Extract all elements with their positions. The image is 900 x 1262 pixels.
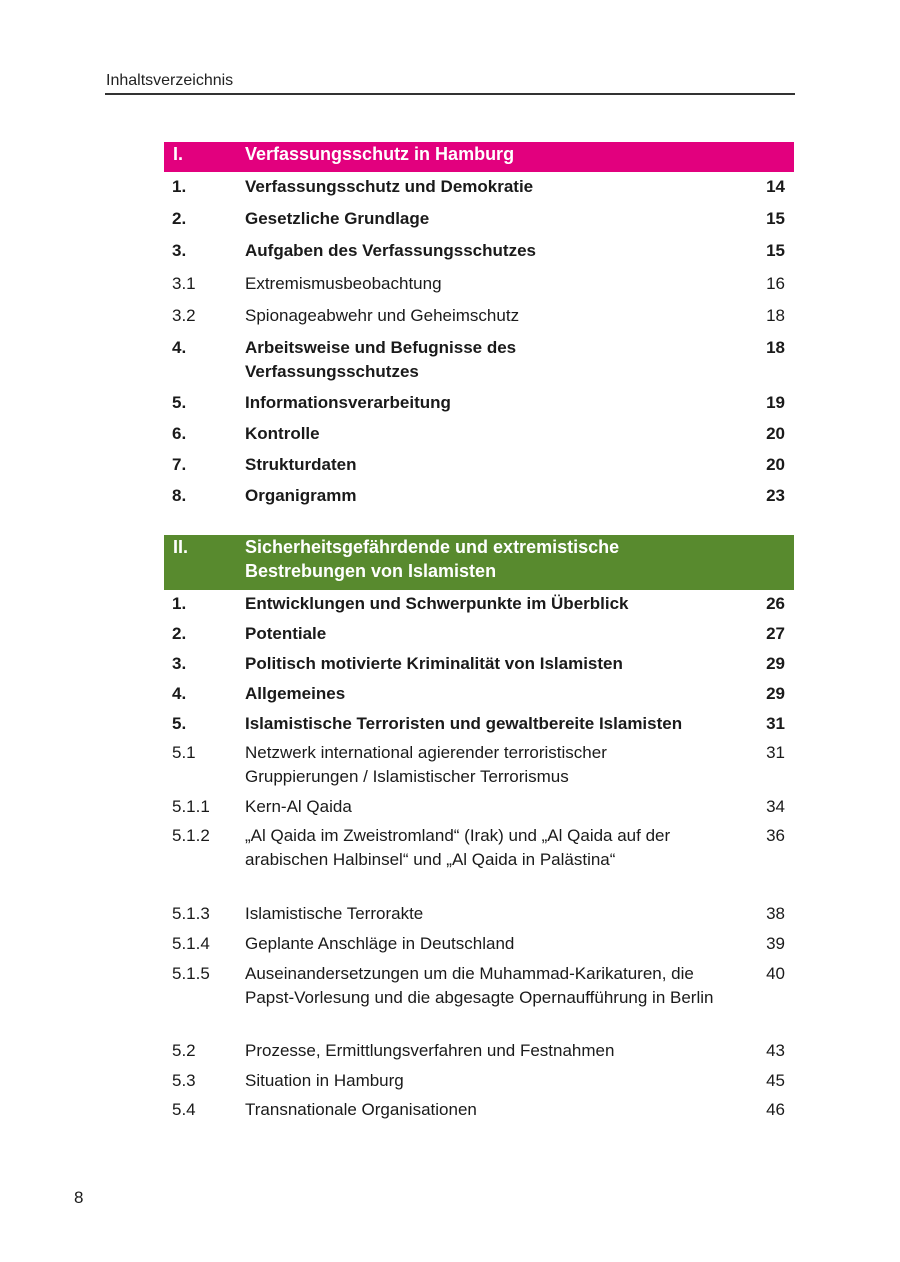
entry-page: 29 xyxy=(766,684,785,703)
entry-number: 5.1.2 xyxy=(172,826,210,845)
entry-title: Entwicklungen und Schwerpunkte im Überblick xyxy=(245,594,629,613)
entry-number: 1. xyxy=(172,177,187,196)
entry-page: 31 xyxy=(766,714,785,733)
entry-page: 15 xyxy=(766,241,785,260)
entry-page: 20 xyxy=(766,455,785,474)
entry-page: 23 xyxy=(766,486,785,505)
page-number: 8 xyxy=(74,1188,84,1207)
entry-page: 15 xyxy=(766,209,785,228)
entry-page: 20 xyxy=(766,424,785,443)
section-heading-1 xyxy=(164,142,794,172)
entry-page: 31 xyxy=(766,743,785,762)
entry-title: Auseinandersetzungen um die Muhammad-Karikaturen, die Papst-Vorlesung und die abgesagte Opernaufführung in Berlin xyxy=(245,964,714,1007)
entry-page: 16 xyxy=(766,274,785,293)
header-rule xyxy=(105,93,795,95)
entry-title: Potentiale xyxy=(245,624,327,643)
section-heading-2 xyxy=(164,535,794,590)
entry-number: 7. xyxy=(172,455,187,474)
section-number: II. xyxy=(173,537,189,557)
entry-number: 2. xyxy=(172,624,187,643)
entry-title: Extremismusbeobachtung xyxy=(245,274,442,293)
entry-page: 18 xyxy=(766,306,785,325)
entry-title: Aufgaben des Verfassungsschutzes xyxy=(245,241,536,260)
entry-title: Kontrolle xyxy=(245,424,320,443)
entry-number: 4. xyxy=(172,338,187,357)
section-number: I. xyxy=(173,144,184,164)
entry-page: 43 xyxy=(766,1041,785,1060)
entry-number: 5. xyxy=(172,393,187,412)
entry-number: 3. xyxy=(172,241,187,260)
entry-title: „Al Qaida im Zweistromland“ (Irak) und „Al Qaida auf der arabischen Halbinsel“ und „Al Qaida in Palästina“ xyxy=(245,826,671,869)
entry-title: Islamistische Terrorakte xyxy=(245,904,424,923)
entry-title: Transnationale Organisationen xyxy=(245,1100,477,1119)
entry-page: 46 xyxy=(766,1100,785,1119)
entry-title: Verfassungsschutz und Demokratie xyxy=(245,177,534,196)
entry-title: Strukturdaten xyxy=(245,455,357,474)
entry-title: Islamistische Terroristen und gewaltbereite Islamisten xyxy=(245,714,683,733)
entry-number: 5.1.3 xyxy=(172,904,210,923)
entry-number: 5.1.1 xyxy=(172,797,210,816)
entry-number: 4. xyxy=(172,684,187,703)
entry-number: 3.2 xyxy=(172,306,196,325)
running-header: Inhaltsverzeichnis xyxy=(106,72,234,89)
entry-title: Netzwerk international agierender terroristischer Gruppierungen / Islamistischer Terrorismus xyxy=(245,743,607,786)
entry-number: 6. xyxy=(172,424,187,443)
entry-title: Spionageabwehr und Geheimschutz xyxy=(245,306,520,325)
entry-number: 5. xyxy=(172,714,187,733)
entry-title: Politisch motivierte Kriminalität von Islamisten xyxy=(245,654,623,673)
entry-number: 5.1 xyxy=(172,743,196,762)
entry-title: Organigramm xyxy=(245,486,357,505)
entry-number: 5.1.4 xyxy=(172,934,210,953)
entry-number: 5.1.5 xyxy=(172,964,210,983)
entry-page: 26 xyxy=(766,594,785,613)
entry-title: Informationsverarbeitung xyxy=(245,393,451,412)
entry-page: 19 xyxy=(766,393,785,412)
entry-number: 5.4 xyxy=(172,1100,196,1119)
section-title: Sicherheitsgefährdende und extremistische Bestrebungen von Islamisten xyxy=(245,537,620,581)
entry-number: 8. xyxy=(172,486,187,505)
entry-number: 5.3 xyxy=(172,1071,196,1090)
entry-number: 3.1 xyxy=(172,274,196,293)
entry-page: 45 xyxy=(766,1071,785,1090)
entry-page: 29 xyxy=(766,654,785,673)
entry-page: 40 xyxy=(766,964,785,983)
entry-page: 38 xyxy=(766,904,785,923)
entry-page: 14 xyxy=(766,177,785,196)
entry-title: Situation in Hamburg xyxy=(245,1071,404,1090)
entry-number: 2. xyxy=(172,209,187,228)
entry-title: Kern-Al Qaida xyxy=(245,797,352,816)
entry-title: Gesetzliche Grundlage xyxy=(245,209,430,228)
entry-number: 5.2 xyxy=(172,1041,196,1060)
entry-title: Allgemeines xyxy=(245,684,346,703)
entry-title: Geplante Anschläge in Deutschland xyxy=(245,934,515,953)
entry-page: 34 xyxy=(766,797,785,816)
entry-number: 3. xyxy=(172,654,187,673)
entry-number: 1. xyxy=(172,594,187,613)
entry-page: 36 xyxy=(766,826,785,845)
section-title: Verfassungsschutz in Hamburg xyxy=(245,144,515,164)
entry-title: Arbeitsweise und Befugnisse des Verfassungsschutzes xyxy=(245,338,517,381)
entry-title: Prozesse, Ermittlungsverfahren und Festnahmen xyxy=(245,1041,615,1060)
entry-page: 27 xyxy=(766,624,785,643)
entry-page: 18 xyxy=(766,338,785,357)
entry-page: 39 xyxy=(766,934,785,953)
